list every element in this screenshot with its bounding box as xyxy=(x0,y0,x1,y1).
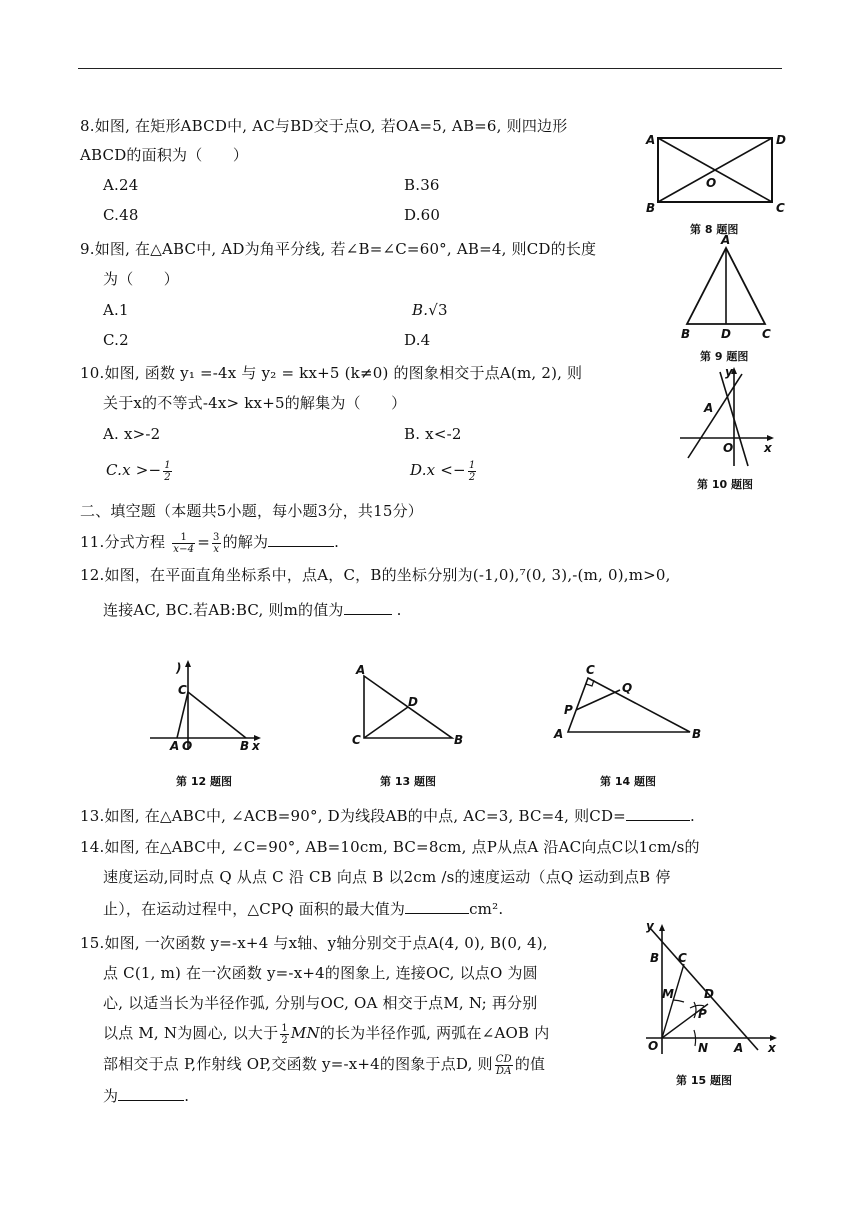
q12-line2-text: 连接AC, BC.若AB:BC, 则m的值为 xyxy=(103,601,344,619)
q10-stem-line1: 10.如图, 函数 y₁ =-4x 与 y₂ = kx+5 (k≠0) 的图象相交于点A(m, 2), 则 xyxy=(80,364,583,382)
q13-text: 13.如图, 在△ABC中, ∠ACB=90°, D为线段AB的中点, AC=3, BC=4, 则CD= xyxy=(80,807,626,825)
label-y: y xyxy=(646,919,654,933)
figure-12-caption: 第 12 题图 xyxy=(176,775,232,788)
q10-option-d-fraction: $\frac{1}{2}$ xyxy=(468,459,476,483)
q9-option-b-prefix: B. xyxy=(412,301,429,319)
label-o: O xyxy=(648,1039,659,1053)
label-a: A xyxy=(721,233,731,247)
label-c: C xyxy=(352,733,361,747)
q10-option-d xyxy=(410,455,478,485)
q15-line5-text-a: 部相交于点 P,作射线 OP,交函数 y=-x+4的图象于点D, 则 xyxy=(103,1055,493,1073)
label-a: A xyxy=(734,1041,744,1055)
q10-option-b: B. x<-2 xyxy=(404,425,462,443)
label-o: O xyxy=(182,739,193,753)
label-d: D xyxy=(721,327,731,341)
q15-line5-text-b: 的值 xyxy=(514,1055,546,1073)
label-d: D xyxy=(776,133,786,147)
q8-stem-line2: ABCD的面积为（ ） xyxy=(80,146,249,164)
label-b: B xyxy=(681,327,691,341)
q9-option-d: D.4 xyxy=(404,331,431,349)
q9-stem-line1: 9.如图, 在△ABC中, AD为角平分线, 若∠B=∠C=60°, AB=4, 则CD的长度 xyxy=(80,240,597,258)
q11-fraction-left: $\frac{1}{x-4}$ xyxy=(173,531,195,555)
label-a: A xyxy=(646,133,656,147)
q11-prefix: 11.分式方程 xyxy=(80,533,166,551)
figure-15-graph xyxy=(642,918,782,1060)
q8-option-b: B.36 xyxy=(404,176,440,194)
figure-14-triangle xyxy=(548,660,708,750)
label-a: A xyxy=(356,663,366,677)
label-x: x xyxy=(768,1041,776,1055)
median-cd xyxy=(364,707,408,738)
label-a: A xyxy=(554,727,564,741)
figure-13-triangle xyxy=(346,660,472,750)
label-x: x xyxy=(252,739,260,753)
q11-end: . xyxy=(334,533,340,551)
q15-stem-line1: 15.如图, 一次函数 y=-x+4 与x轴、y轴分别交于点A(4, 0), B(0, 4), xyxy=(80,934,548,952)
arc-p-2 xyxy=(694,1002,696,1018)
q15-end: . xyxy=(184,1087,190,1105)
q14-end: cm². xyxy=(469,900,504,918)
label-o: O xyxy=(706,176,717,190)
label-c: C xyxy=(776,201,785,215)
q15-stem-line6 xyxy=(103,1086,189,1105)
q10-option-c-fraction: $\frac{1}{2}$ xyxy=(164,459,171,483)
figure-9-caption: 第 9 题图 xyxy=(700,350,749,363)
q11-suffix: 的解为 xyxy=(222,533,269,551)
q11-answer-blank[interactable] xyxy=(268,532,334,547)
label-m: M xyxy=(662,987,674,1001)
q14-answer-blank[interactable] xyxy=(405,899,469,914)
label-y: ) xyxy=(176,661,182,675)
label-d: D xyxy=(408,695,418,709)
q12-answer-blank[interactable] xyxy=(344,600,392,615)
q9-stem-line2: 为（ ） xyxy=(103,270,180,288)
label-c: C xyxy=(678,951,687,965)
q14-stem-line3 xyxy=(103,899,503,918)
q14-line3-text: 止），在运动过程中，△CPQ 面积的最大值为 xyxy=(103,900,406,918)
q14-stem-line1: 14.如图, 在△ABC中, ∠C=90°, AB=10cm, BC=8cm, 点P从点A 沿AC向点C以1cm/s的 xyxy=(80,838,700,856)
q9-option-c: C.2 xyxy=(103,331,129,349)
q15-mn: MN xyxy=(290,1024,320,1042)
arc-m xyxy=(673,1000,684,1002)
figure-8-caption: 第 8 题图 xyxy=(690,223,739,236)
q11-fraction-right: $\frac{3}{x}$ xyxy=(213,531,220,555)
label-o: O xyxy=(723,441,734,455)
q13-stem xyxy=(80,806,695,825)
q15-answer-blank[interactable] xyxy=(118,1086,184,1101)
q15-stem-line4 xyxy=(103,1018,549,1048)
label-a: A xyxy=(170,739,180,753)
label-y: y xyxy=(725,365,733,379)
q10-option-a: A. x>-2 xyxy=(103,425,161,443)
figure-8-rectangle xyxy=(640,128,790,218)
label-a: A xyxy=(704,401,714,415)
q14-stem-line2: 速度运动,同时点 Q 从点 C 沿 CB 向点 B 以2cm /s的速度运动（点Q 运动到点B 停 xyxy=(103,868,671,886)
label-c: C xyxy=(762,327,771,341)
q11-stem xyxy=(80,527,339,557)
q12-stem-line2 xyxy=(103,600,402,619)
label-c: C xyxy=(586,663,595,677)
q15-fraction-half: $\frac{1}{2}$ xyxy=(281,1022,288,1046)
label-d: D xyxy=(704,987,714,1001)
label-q: Q xyxy=(622,681,633,695)
q12-stem-line1: 12.如图，在平面直角坐标系中，点A，C，B的坐标分别为(-1,0),⁷(0, 3),-(m, 0),m>0, xyxy=(80,566,671,584)
q10-option-c xyxy=(106,455,174,485)
q10-option-c-text: C.x >− xyxy=(106,461,162,479)
q10-option-d-text: D.x <− xyxy=(410,461,466,479)
label-n: N xyxy=(698,1041,709,1055)
q9-option-b xyxy=(412,301,448,319)
q9-option-a: A.1 xyxy=(103,301,129,319)
label-b: B xyxy=(646,201,656,215)
q10-stem-line2: 关于x的不等式-4x> kx+5的解集为（ ） xyxy=(103,394,407,412)
q13-answer-blank[interactable] xyxy=(626,806,690,821)
label-b: B xyxy=(454,733,464,747)
q15-stem-line5 xyxy=(103,1049,545,1079)
figure-14-caption: 第 14 题图 xyxy=(600,775,656,788)
q15-stem-line2: 点 C(1, m) 在一次函数 y=-x+4的图象上, 连接OC, 以点O 为圆 xyxy=(103,964,538,982)
q8-stem-line1: 8.如图, 在矩形ABCD中, AC与BD交于点O, 若OA=5, AB=6, 则四边形 xyxy=(80,117,568,135)
q11-equals: = xyxy=(197,533,210,551)
q13-end: . xyxy=(689,807,695,825)
label-b: B xyxy=(692,727,702,741)
figure-12-graph xyxy=(144,654,272,754)
label-x: x xyxy=(764,441,772,455)
label-b: B xyxy=(650,951,660,965)
label-c: C xyxy=(178,683,187,697)
figure-15-caption: 第 15 题图 xyxy=(676,1074,732,1087)
q15-fraction-cd-da: $\frac{CD}{DA}$ xyxy=(495,1053,512,1077)
label-b: B xyxy=(240,739,250,753)
figure-9-triangle xyxy=(670,232,790,344)
top-rule xyxy=(78,68,782,69)
q8-option-a: A.24 xyxy=(103,176,139,194)
figure-13-caption: 第 13 题图 xyxy=(380,775,436,788)
figure-10-graph xyxy=(672,362,784,474)
q9-option-b-value: √3 xyxy=(428,301,448,319)
section-2-heading: 二、填空题（本题共5小题，每小题3分，共15分） xyxy=(80,502,423,520)
q15-stem-line3: 心, 以适当长为半径作弧, 分别与OC, OA 相交于点M, N; 再分别 xyxy=(103,994,538,1012)
q15-line4-text-a: 以点 M, N为圆心, 以大于 xyxy=(103,1024,279,1042)
figure-10-caption: 第 10 题图 xyxy=(697,478,753,491)
q12-end: . xyxy=(391,601,402,619)
q8-option-d: D.60 xyxy=(404,206,441,224)
q8-option-c: C.48 xyxy=(103,206,139,224)
label-p: P xyxy=(698,1007,707,1021)
label-p: P xyxy=(564,703,573,717)
q15-line6-text: 为 xyxy=(103,1087,119,1105)
q15-line4-text-b: 的长为半径作弧, 两弧在∠AOB 内 xyxy=(319,1024,550,1042)
